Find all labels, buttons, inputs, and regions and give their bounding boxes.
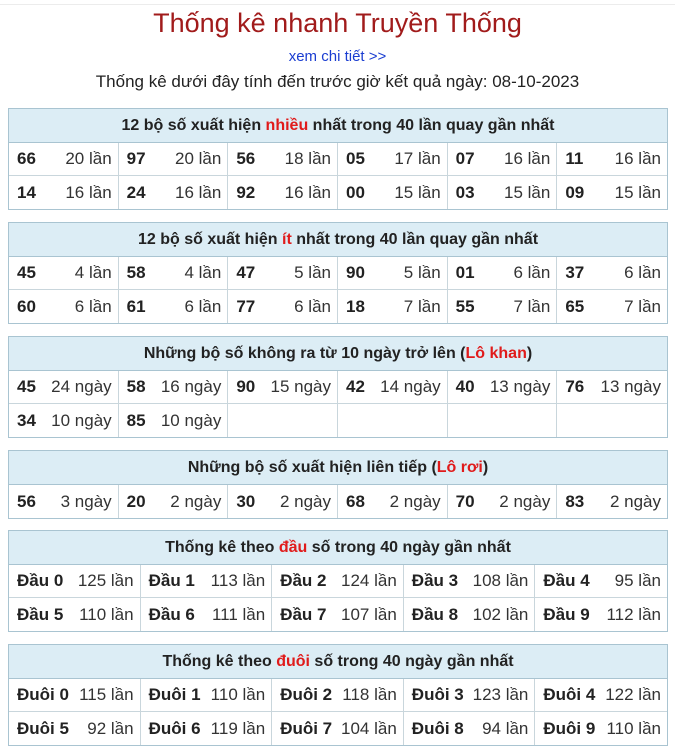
stat-number: 77 bbox=[236, 296, 256, 316]
stat-count: 16 lần bbox=[504, 149, 551, 168]
stat-cell bbox=[338, 290, 448, 323]
stat-cell bbox=[535, 712, 667, 745]
stat-count: 102 lần bbox=[472, 604, 529, 624]
empty-cell bbox=[338, 404, 448, 437]
stat-count: 15 ngày bbox=[270, 377, 331, 396]
stat-number: 47 bbox=[236, 263, 256, 282]
stat-count: 7 lần bbox=[403, 296, 441, 316]
stat-cell bbox=[119, 485, 229, 518]
number-grid bbox=[9, 371, 667, 437]
section-header: Những bộ số không ra từ 10 ngày trở lên (Lô khan) bbox=[9, 337, 667, 371]
stat-cell bbox=[404, 679, 536, 712]
stat-number: 00 bbox=[345, 182, 365, 202]
stat-cell bbox=[448, 290, 558, 323]
stat-number: Đuôi 8 bbox=[411, 718, 464, 738]
section-lo-roi bbox=[8, 450, 668, 519]
stat-number: 01 bbox=[455, 263, 475, 282]
stat-number: 90 bbox=[236, 377, 256, 396]
stat-count: 14 ngày bbox=[380, 377, 441, 396]
stat-cell bbox=[9, 257, 119, 290]
stat-cell bbox=[272, 679, 404, 712]
stat-count: 115 lần bbox=[79, 685, 134, 704]
stat-number: Đầu 3 bbox=[411, 571, 459, 590]
stat-number: 30 bbox=[236, 491, 256, 511]
stat-count: 17 lần bbox=[394, 149, 441, 168]
stat-cell bbox=[9, 712, 141, 745]
section-header: 12 bộ số xuất hiện nhiều nhất trong 40 lần quay gần nhất bbox=[9, 109, 667, 143]
stat-count: 18 lần bbox=[284, 149, 331, 168]
stat-cell bbox=[404, 565, 536, 598]
stat-count: 10 ngày bbox=[51, 410, 112, 430]
stat-cell bbox=[228, 143, 338, 176]
stat-number: 56 bbox=[236, 149, 256, 168]
stat-cell bbox=[557, 485, 667, 518]
stat-number: 03 bbox=[455, 182, 475, 202]
stat-cell bbox=[404, 598, 536, 631]
stat-count: 110 lần bbox=[210, 685, 266, 704]
stat-number: 45 bbox=[17, 377, 36, 396]
stat-cell bbox=[272, 598, 404, 631]
section-dau-stats bbox=[8, 530, 668, 632]
stat-cell bbox=[119, 257, 229, 290]
stat-number: 61 bbox=[126, 296, 146, 316]
stat-number: Đuôi 9 bbox=[543, 718, 596, 738]
stat-count: 118 lần bbox=[342, 685, 397, 704]
stat-number: Đuôi 6 bbox=[148, 718, 201, 738]
stat-number: Đầu 5 bbox=[17, 604, 64, 624]
stat-count: 3 ngày bbox=[60, 491, 112, 511]
stat-cell bbox=[228, 371, 338, 404]
stat-cell bbox=[448, 143, 558, 176]
stat-cell bbox=[141, 565, 273, 598]
stat-cell bbox=[119, 290, 229, 323]
stat-number: Đầu 7 bbox=[280, 604, 327, 624]
stat-count: 2 ngày bbox=[499, 491, 551, 511]
stat-count: 4 lần bbox=[184, 263, 222, 282]
stat-count: 16 lần bbox=[614, 149, 661, 168]
stat-number: 20 bbox=[126, 491, 146, 511]
stat-cell bbox=[448, 257, 558, 290]
stat-number: Đuôi 0 bbox=[17, 685, 69, 704]
stat-number: Đuôi 7 bbox=[280, 718, 333, 738]
stat-cell bbox=[119, 143, 229, 176]
stat-cell bbox=[338, 176, 448, 209]
number-grid bbox=[9, 679, 667, 745]
stat-count: 10 ngày bbox=[160, 410, 222, 430]
top-divider bbox=[0, 4, 675, 5]
stat-cell bbox=[448, 176, 558, 209]
section-duoi-stats bbox=[8, 644, 668, 746]
stat-cell bbox=[272, 565, 404, 598]
stat-count: 6 lần bbox=[184, 296, 222, 316]
stat-cell bbox=[9, 290, 119, 323]
section-header: Thống kê theo đầu số trong 40 ngày gần nhất bbox=[9, 531, 667, 565]
stat-count: 16 lần bbox=[65, 182, 112, 202]
page-title: Thống kê nhanh Truyền Thống bbox=[153, 8, 522, 38]
stat-number: 58 bbox=[126, 263, 146, 282]
stat-cell bbox=[535, 598, 667, 631]
stat-number: 14 bbox=[17, 182, 36, 202]
stat-count: 110 lần bbox=[606, 718, 661, 738]
stat-count: 16 ngày bbox=[160, 377, 222, 396]
stat-number: 40 bbox=[455, 377, 475, 396]
stat-count: 16 lần bbox=[175, 182, 222, 202]
section-header: Những bộ số xuất hiện liên tiếp (Lô rơi) bbox=[9, 451, 667, 485]
stat-number: 97 bbox=[126, 149, 146, 168]
number-grid bbox=[9, 257, 667, 323]
stat-cell bbox=[9, 176, 119, 209]
stat-cell bbox=[9, 485, 119, 518]
stat-cell bbox=[228, 257, 338, 290]
stat-count: 2 ngày bbox=[170, 491, 222, 511]
stat-cell bbox=[9, 143, 119, 176]
stat-count: 20 lần bbox=[65, 149, 112, 168]
stat-cell bbox=[557, 371, 667, 404]
stat-count: 6 lần bbox=[513, 263, 551, 282]
stat-cell bbox=[9, 598, 141, 631]
stat-cell bbox=[141, 679, 273, 712]
stat-number: 18 bbox=[345, 296, 365, 316]
stat-number: Đuôi 3 bbox=[411, 685, 464, 704]
stat-count: 16 lần bbox=[284, 182, 331, 202]
stat-cell bbox=[9, 565, 141, 598]
stat-count: 119 lần bbox=[210, 718, 266, 738]
number-grid bbox=[9, 485, 667, 518]
stat-number: 68 bbox=[345, 491, 365, 511]
section-least-frequent bbox=[8, 222, 668, 324]
stat-count: 104 lần bbox=[341, 718, 397, 738]
stat-count: 5 lần bbox=[294, 263, 331, 282]
stat-cell bbox=[119, 404, 229, 437]
stat-cell bbox=[448, 371, 558, 404]
stat-count: 6 lần bbox=[74, 296, 112, 316]
stat-cell bbox=[557, 176, 667, 209]
page-subtitle: Thống kê dưới đây tính đến trước giờ kết quả ngày: 08-10-2023 bbox=[95, 72, 580, 91]
stat-number: Đầu 0 bbox=[17, 571, 64, 590]
stat-number: 85 bbox=[126, 410, 146, 430]
stat-cell bbox=[141, 598, 273, 631]
stat-number: 90 bbox=[345, 263, 365, 282]
stat-count: 5 lần bbox=[403, 263, 441, 282]
stat-cell bbox=[228, 176, 338, 209]
stat-number: 70 bbox=[455, 491, 475, 511]
stat-count: 6 lần bbox=[624, 263, 661, 282]
stat-number: Đầu 6 bbox=[148, 604, 195, 624]
empty-cell bbox=[228, 404, 338, 437]
stat-cell bbox=[272, 712, 404, 745]
stat-number: 37 bbox=[565, 263, 585, 282]
stat-count: 94 lần bbox=[482, 718, 529, 738]
section-header: 12 bộ số xuất hiện ít nhất trong 40 lần quay gần nhất bbox=[9, 223, 667, 257]
stat-count: 7 lần bbox=[513, 296, 551, 316]
stat-count: 20 lần bbox=[175, 149, 222, 168]
stat-cell bbox=[9, 679, 141, 712]
stat-number: 24 bbox=[126, 182, 146, 202]
stat-cell bbox=[141, 712, 273, 745]
stat-number: 45 bbox=[17, 263, 36, 282]
number-grid bbox=[9, 565, 667, 631]
stat-cell bbox=[557, 143, 667, 176]
stat-count: 2 ngày bbox=[279, 491, 331, 511]
stat-cell bbox=[338, 371, 448, 404]
empty-cell bbox=[557, 404, 667, 437]
stat-number: 56 bbox=[17, 491, 36, 511]
stat-number: 83 bbox=[565, 491, 585, 511]
section-lo-khan bbox=[8, 336, 668, 438]
stat-number: 11 bbox=[565, 149, 584, 168]
stat-count: 15 lần bbox=[504, 182, 551, 202]
stat-number: 42 bbox=[345, 377, 365, 396]
stat-count: 15 lần bbox=[614, 182, 661, 202]
stat-count: 24 ngày bbox=[51, 377, 112, 396]
stat-count: 113 lần bbox=[210, 571, 266, 590]
stat-cell bbox=[338, 143, 448, 176]
stat-count: 4 lần bbox=[74, 263, 112, 282]
stat-cell bbox=[119, 176, 229, 209]
stat-number: 55 bbox=[455, 296, 475, 316]
stat-cell bbox=[228, 485, 338, 518]
stat-count: 2 ngày bbox=[389, 491, 441, 511]
stat-number: Đầu 8 bbox=[411, 604, 459, 624]
stat-cell bbox=[535, 679, 667, 712]
stat-number: Đuôi 1 bbox=[148, 685, 201, 704]
stat-number: Đầu 1 bbox=[148, 571, 195, 590]
stat-count: 107 lần bbox=[341, 604, 397, 624]
stat-cell bbox=[228, 290, 338, 323]
stat-cell bbox=[119, 371, 229, 404]
stat-count: 15 lần bbox=[394, 182, 441, 202]
stat-number: 60 bbox=[17, 296, 36, 316]
stat-count: 124 lần bbox=[341, 571, 397, 590]
stat-number: Đuôi 5 bbox=[17, 718, 69, 738]
stat-number: 05 bbox=[345, 149, 365, 168]
stat-count: 7 lần bbox=[624, 296, 661, 316]
stat-count: 6 lần bbox=[294, 296, 331, 316]
stat-number: 07 bbox=[455, 149, 475, 168]
stat-number: Đuôi 4 bbox=[543, 685, 596, 704]
stat-count: 125 lần bbox=[77, 571, 134, 590]
number-grid bbox=[9, 143, 667, 209]
stat-number: 66 bbox=[17, 149, 36, 168]
stat-cell bbox=[557, 290, 667, 323]
section-header: Thống kê theo đuôi số trong 40 ngày gần nhất bbox=[9, 645, 667, 679]
stat-count: 95 lần bbox=[614, 571, 661, 590]
stat-number: 76 bbox=[565, 377, 585, 396]
stat-count: 122 lần bbox=[605, 685, 661, 704]
stat-cell bbox=[404, 712, 536, 745]
stat-cell bbox=[338, 257, 448, 290]
stat-count: 108 lần bbox=[472, 571, 529, 590]
stat-number: 09 bbox=[565, 182, 585, 202]
stat-count: 123 lần bbox=[472, 685, 529, 704]
stat-number: 58 bbox=[126, 377, 146, 396]
stat-cell bbox=[535, 565, 667, 598]
stat-count: 2 ngày bbox=[609, 491, 661, 511]
stat-count: 112 lần bbox=[606, 604, 661, 624]
stat-number: Đầu 4 bbox=[543, 571, 590, 590]
stat-count: 13 ngày bbox=[489, 377, 551, 396]
stat-number: 34 bbox=[17, 410, 36, 430]
stat-number: Đuôi 2 bbox=[280, 685, 333, 704]
stat-cell bbox=[338, 485, 448, 518]
details-link[interactable]: xem chi tiết >> bbox=[288, 48, 387, 65]
stat-cell bbox=[557, 257, 667, 290]
stat-number: 65 bbox=[565, 296, 585, 316]
stat-cell bbox=[9, 404, 119, 437]
stat-count: 92 lần bbox=[87, 718, 134, 738]
stat-count: 110 lần bbox=[79, 604, 134, 624]
stat-number: 92 bbox=[236, 182, 256, 202]
stat-count: 13 ngày bbox=[600, 377, 661, 396]
stat-cell bbox=[448, 485, 558, 518]
stat-count: 111 lần bbox=[211, 604, 266, 624]
stat-cell bbox=[9, 371, 119, 404]
stat-number: Đầu 2 bbox=[280, 571, 327, 590]
section-most-frequent bbox=[8, 108, 668, 210]
empty-cell bbox=[448, 404, 558, 437]
stat-number: Đầu 9 bbox=[543, 604, 590, 624]
